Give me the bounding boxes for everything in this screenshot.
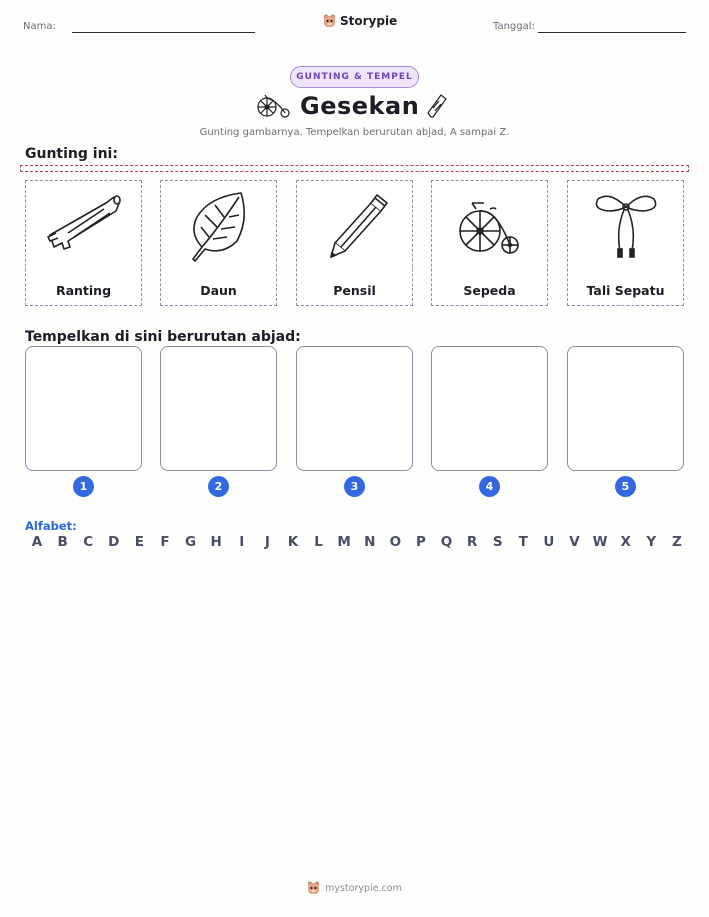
alphabet-heading: Alfabet: [25, 519, 77, 533]
alphabet-letter: G [185, 534, 197, 550]
cut-card-label: Ranting [55, 283, 112, 298]
cut-card-daun[interactable] [160, 180, 277, 306]
alphabet-letter: T [518, 534, 528, 550]
cut-card-sepeda[interactable] [431, 180, 548, 306]
alphabet-letter: D [108, 534, 120, 550]
alphabet-letter: R [466, 534, 478, 550]
alphabet-letter: X [620, 534, 631, 550]
paste-slot-3[interactable] [296, 346, 413, 471]
alphabet-letter: B [57, 534, 68, 550]
storypie-mascot-icon [323, 14, 336, 28]
leaf-icon [179, 189, 259, 269]
shoelace-icon [586, 189, 666, 269]
alphabet-letter: I [239, 534, 245, 550]
alphabet-letter: S [492, 534, 503, 550]
cut-card-label: Pensil [333, 283, 376, 298]
alphabet-letter: V [569, 534, 580, 550]
storypie-mascot-icon [307, 881, 320, 895]
slot-number-badge: 1 [73, 476, 94, 497]
alphabet-letter: L [314, 534, 323, 550]
alphabet-letter: Q [440, 534, 453, 550]
twig-icon [44, 189, 124, 269]
paste-slot-2[interactable] [160, 346, 277, 471]
name-label: Nama: [23, 21, 56, 32]
bicycle-icon [450, 189, 530, 269]
slot-number-badge: 2 [208, 476, 229, 497]
alphabet-letter: N [364, 534, 376, 550]
paste-slot-5[interactable] [567, 346, 684, 471]
alphabet-letter: M [337, 534, 351, 550]
alphabet-letter: Y [646, 534, 657, 550]
footer-url[interactable]: mystorypie.com [325, 882, 402, 894]
alphabet-letter: P [415, 534, 426, 550]
brand-logo [323, 14, 397, 28]
cut-card-tali-sepatu[interactable] [567, 180, 684, 306]
cut-card-pensil[interactable] [296, 180, 413, 306]
alphabet-letter: W [592, 534, 608, 550]
alphabet-letter: F [160, 534, 170, 550]
paste-slot-1[interactable] [25, 346, 142, 471]
date-label: Tanggal: [493, 21, 535, 32]
cut-card-ranting[interactable] [25, 180, 142, 306]
cut-card-label: Sepeda [463, 283, 516, 298]
paste-slot-4[interactable] [431, 346, 548, 471]
brand-name: Storypie [340, 14, 398, 28]
slot-number-badge: 3 [344, 476, 365, 497]
slot-number-badge: 5 [615, 476, 636, 497]
page-title: Gesekan [300, 92, 420, 120]
activity-badge: GUNTING & TEMPEL [290, 66, 419, 88]
alphabet-letter: O [389, 534, 402, 550]
cut-heading: Gunting ini: [25, 146, 118, 162]
pencil-icon [315, 189, 395, 269]
alphabet-letter: H [210, 534, 222, 550]
instructions-text: Gunting gambarnya. Tempelkan berurutan abjad, A sampai Z. [199, 127, 510, 138]
alphabet-row [25, 534, 689, 550]
name-line[interactable] [72, 32, 255, 33]
cut-line [20, 165, 689, 172]
alphabet-letter: C [83, 534, 94, 550]
slot-number-badge: 4 [479, 476, 500, 497]
footer [0, 881, 709, 895]
alphabet-letter: A [31, 534, 43, 550]
cut-card-label: Tali Sepatu [586, 283, 665, 298]
twig-icon [425, 93, 449, 119]
alphabet-letter: Z [671, 534, 682, 550]
alphabet-letter: U [543, 534, 555, 550]
cut-card-label: Daun [200, 283, 237, 298]
paste-heading: Tempelkan di sini berurutan abjad: [25, 329, 301, 345]
alphabet-letter: J [264, 534, 270, 550]
alphabet-letter: E [134, 534, 144, 550]
alphabet-letter: K [287, 534, 299, 550]
date-line[interactable] [538, 32, 686, 33]
bicycle-icon [257, 93, 291, 119]
